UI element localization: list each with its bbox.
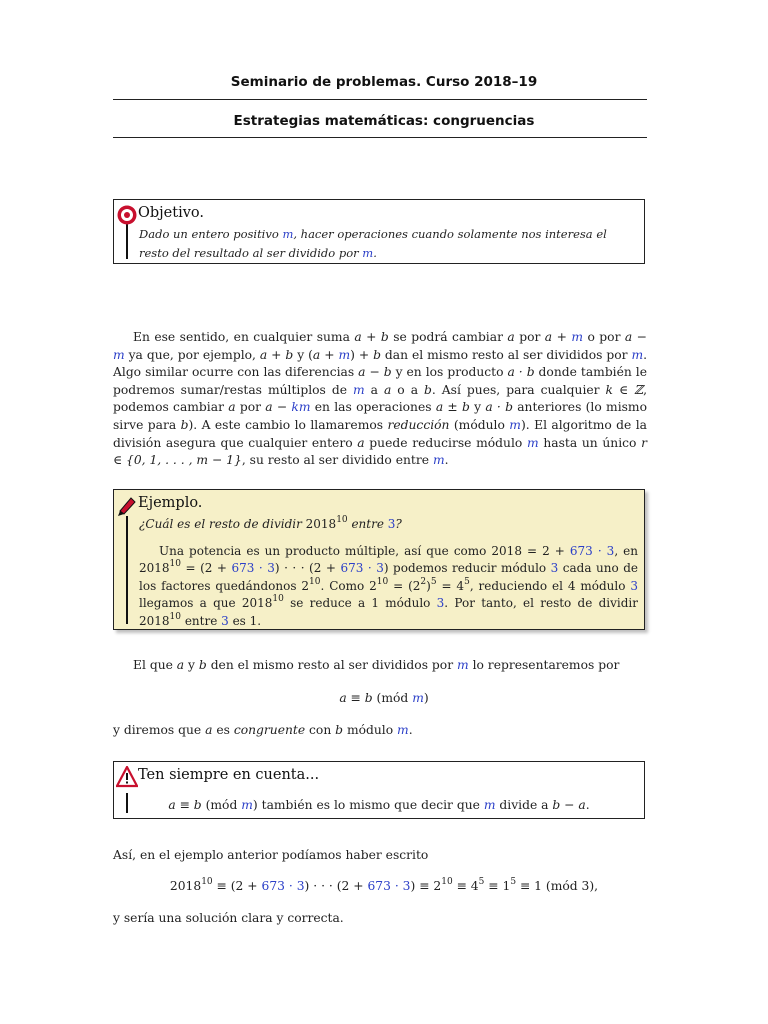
ejemplo-box	[113, 489, 645, 630]
main-paragraph: En ese sentido, en cualquier suma a + b se podrá cambiar a por a + m o por a − m ya que, por ejemplo, a + b y (a + m) + b dan el mismo resto al ser divididos por m. Algo similar ocurre con las diferencias a − b y en los producto a · b donde también le podremos sumar/restas múltiplos de m a a o a b. Así pues, para cualquier k ∈ ℤ, podemos cambiar a por a − km en las operaciones a ± b y a · b anteriores (lo mismo sirve para b). A este cambio lo llamaremos reducción (módulo m). El algoritmo de la división asegura que cualquier entero a puede reducirse módulo m hasta un único r ∈ {0, 1, . . . , m − 1}, su resto al ser dividido entre m.	[113, 330, 648, 468]
warning-icon	[116, 766, 138, 788]
objetivo-box	[113, 199, 645, 264]
course-title: Seminario de problemas. Curso 2018–19	[230, 74, 538, 90]
ejemplo-bar	[126, 516, 128, 624]
document-subtitle: Estrategias matemáticas: congruencias	[233, 113, 535, 129]
ejemplo-answer: Una potencia es un producto múltiple, así que como 2018 = 2 + 673 · 3, en $2018^{10} = (2 + 673 \cdot 3)$ · · · (2 + 673 · 3) podemos reducir módulo 3 cada uno de los factores quedándonos $2^{10}$. Como $2^{10} = (2^2)^5 = 4^5$, reduciendo el 4 módulo 3 llegamos a que 2018$^{10}$ se reduce a 1 módulo 3. Por tanto, el resto de dividir 2018$^{10}$ entre 3 es 1.	[139, 543, 639, 628]
congruent-definition: y diremos que a es congruente con b módulo m.	[113, 723, 413, 737]
tensiempre-title: Ten siempre en cuenta...	[138, 767, 320, 783]
ejemplo-title: Ejemplo.	[138, 495, 203, 511]
after-text: Así, en el ejemplo anterior podíamos haber escrito	[113, 848, 429, 862]
solution-display: $2018^{10} \equiv (2 + 673 \cdot 3)$ · · · $(2 + 673 \cdot 3) \equiv 2^{10} \equiv 4^5 \equiv 1^5 \equiv 1$ (mód 3),	[169, 876, 599, 893]
tensiempre-body: a ≡ b (mód m) también es lo mismo que decir que m divide a b − a.	[168, 798, 590, 812]
objetivo-title: Objetivo.	[138, 205, 204, 221]
tensiempre-box	[113, 761, 645, 819]
target-icon	[116, 204, 138, 226]
objetivo-bar	[126, 224, 128, 259]
header-top-rule	[113, 99, 647, 100]
ejemplo-body	[139, 516, 638, 631]
congruence-intro: El que a y b den el mismo resto al ser divididos por m lo representaremos por	[133, 658, 620, 672]
closing-text: y sería una solución clara y correcta.	[113, 911, 344, 925]
congruence-display: a ≡ b (mód m)	[339, 691, 429, 705]
pencil-icon	[116, 494, 138, 516]
header-bottom-rule	[113, 137, 647, 138]
ejemplo-question: ¿Cuál es el resto de dividir 2018$^{10}$ entre 3?	[139, 515, 402, 531]
objetivo-body: Dado un entero positivo m, hacer operaciones cuando solamente nos interesa el resto del resultado al ser dividido por m.	[139, 227, 607, 260]
